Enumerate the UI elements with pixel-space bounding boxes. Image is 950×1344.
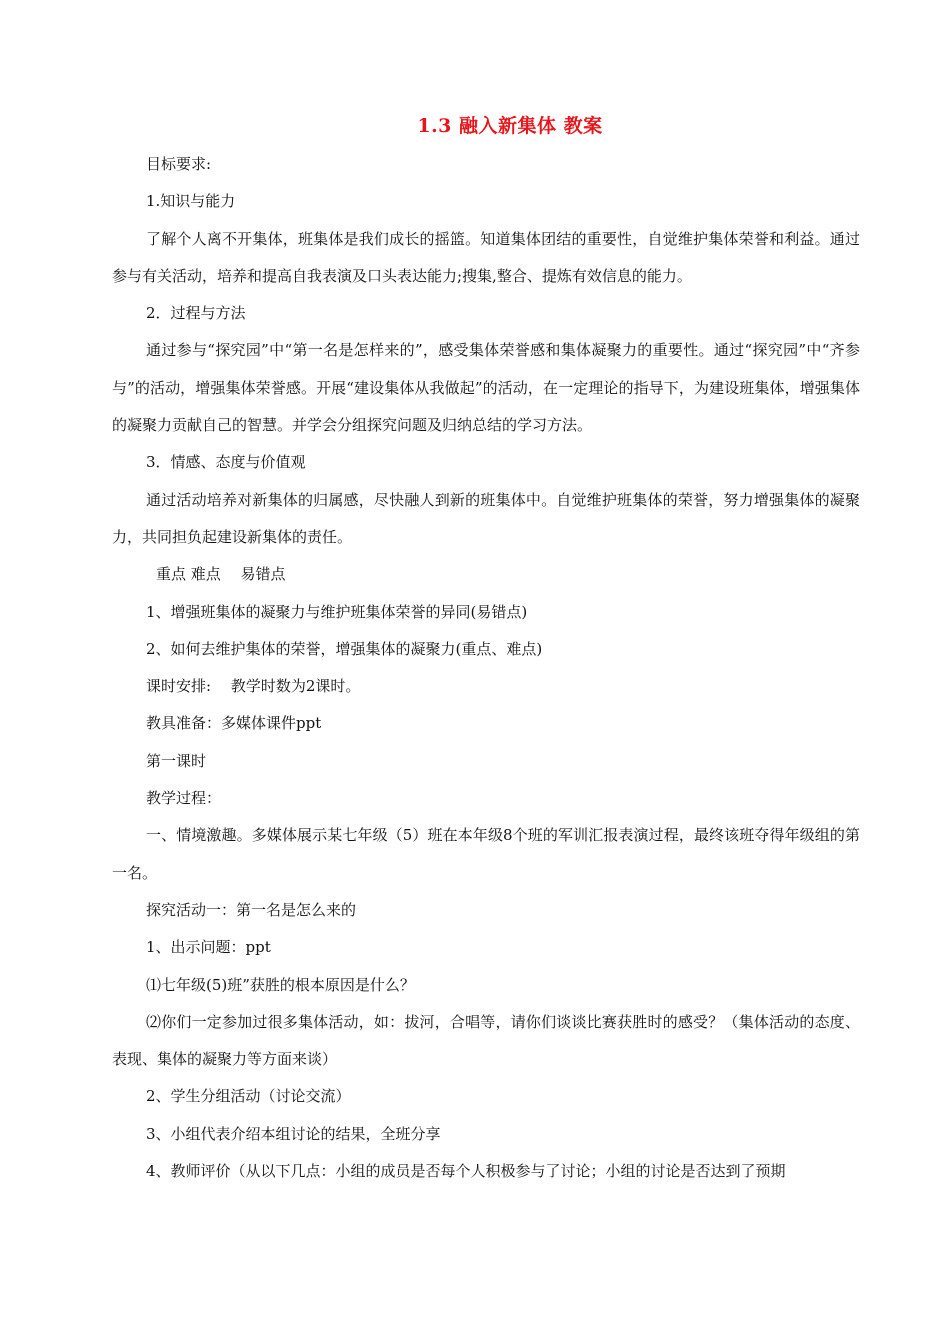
heading-key-points: 重点 难点 易错点: [156, 565, 286, 584]
subheading-knowledge-ability: 1.知识与能力: [146, 192, 236, 211]
first-lesson-heading: 第一课时: [146, 751, 207, 770]
paragraph-knowledge-ability: 了解个人离不开集体，班集体是我们成长的摇篮。知道集体团结的重要性，自觉维护集体荣誉和利益。通过参与有关活动，培养和提高自我表演及口头表达能力;搜集,整合、提炼有效信息的能力。: [112, 229, 860, 285]
activity-step-1: 1、出示问题：ppt: [146, 938, 271, 957]
paragraph-process-method: 通过参与“探究园”中“第一名是怎样来的”，感受集体荣誉感和集体凝聚力的重要性。通过“探究园”中“齐参与”的活动，增强集体荣誉感。开展“建设集体从我做起”的活动，在一定理论的指导下，为建设班集体，增强集体的凝聚力贡献自己的智慧。并学会分组探究问题及归纳总结的学习方法。: [112, 341, 860, 435]
document-body: [112, 146, 860, 1190]
question-2: ⑵你们一定参加过很多集体活动，如：拔河，合唱等，请你们谈谈比赛获胜时的感受？（集体活动的态度、表现、集体的凝聚力等方面来谈）: [112, 1012, 860, 1069]
activity-step-3: 3、小组代表介绍本组讨论的结果，全班分享: [146, 1124, 441, 1143]
subheading-emotion-values: 3．情感、态度与价值观: [146, 453, 306, 472]
activity-step-4: 4、教师评价（从以下几点：小组的成员是否每个人积极参与了讨论；小组的讨论是否达到了预期: [146, 1162, 786, 1181]
teaching-process-heading: 教学过程：: [146, 789, 222, 808]
key-point-2: 2、如何去维护集体的荣誉，增强集体的凝聚力(重点、难点): [146, 639, 543, 658]
paragraph-situation: 一、情境激趣。多媒体展示某七年级（5）班在本年级8个班的军训汇报表演过程，最终该班夺得年级组的第一名。: [112, 826, 860, 882]
paragraph-emotion-values: 通过活动培养对新集体的归属感，尽快融人到新的班集体中。自觉维护班集体的荣誉，努力增强集体的凝聚力，共同担负起建设新集体的责任。: [112, 490, 860, 546]
section-heading-goals: 目标要求:: [146, 155, 212, 173]
activity-step-2: 2、学生分组活动（讨论交流）: [146, 1087, 351, 1106]
subheading-process-method: 2．过程与方法: [146, 304, 246, 323]
document-title: 1.3 融入新集体 教案: [417, 115, 603, 137]
activity-one-heading: 探究活动一：第一名是怎么来的: [146, 900, 357, 919]
class-hours: 课时安排: 教学时数为2课时。: [146, 677, 361, 696]
key-point-1: 1、增强班集体的凝聚力与维护班集体荣誉的异同(易错点): [146, 602, 528, 621]
teaching-aids: 教具准备：多媒体课件ppt: [146, 714, 322, 733]
question-1: ⑴七年级(5)班”获胜的根本原因是什么？: [146, 975, 415, 994]
